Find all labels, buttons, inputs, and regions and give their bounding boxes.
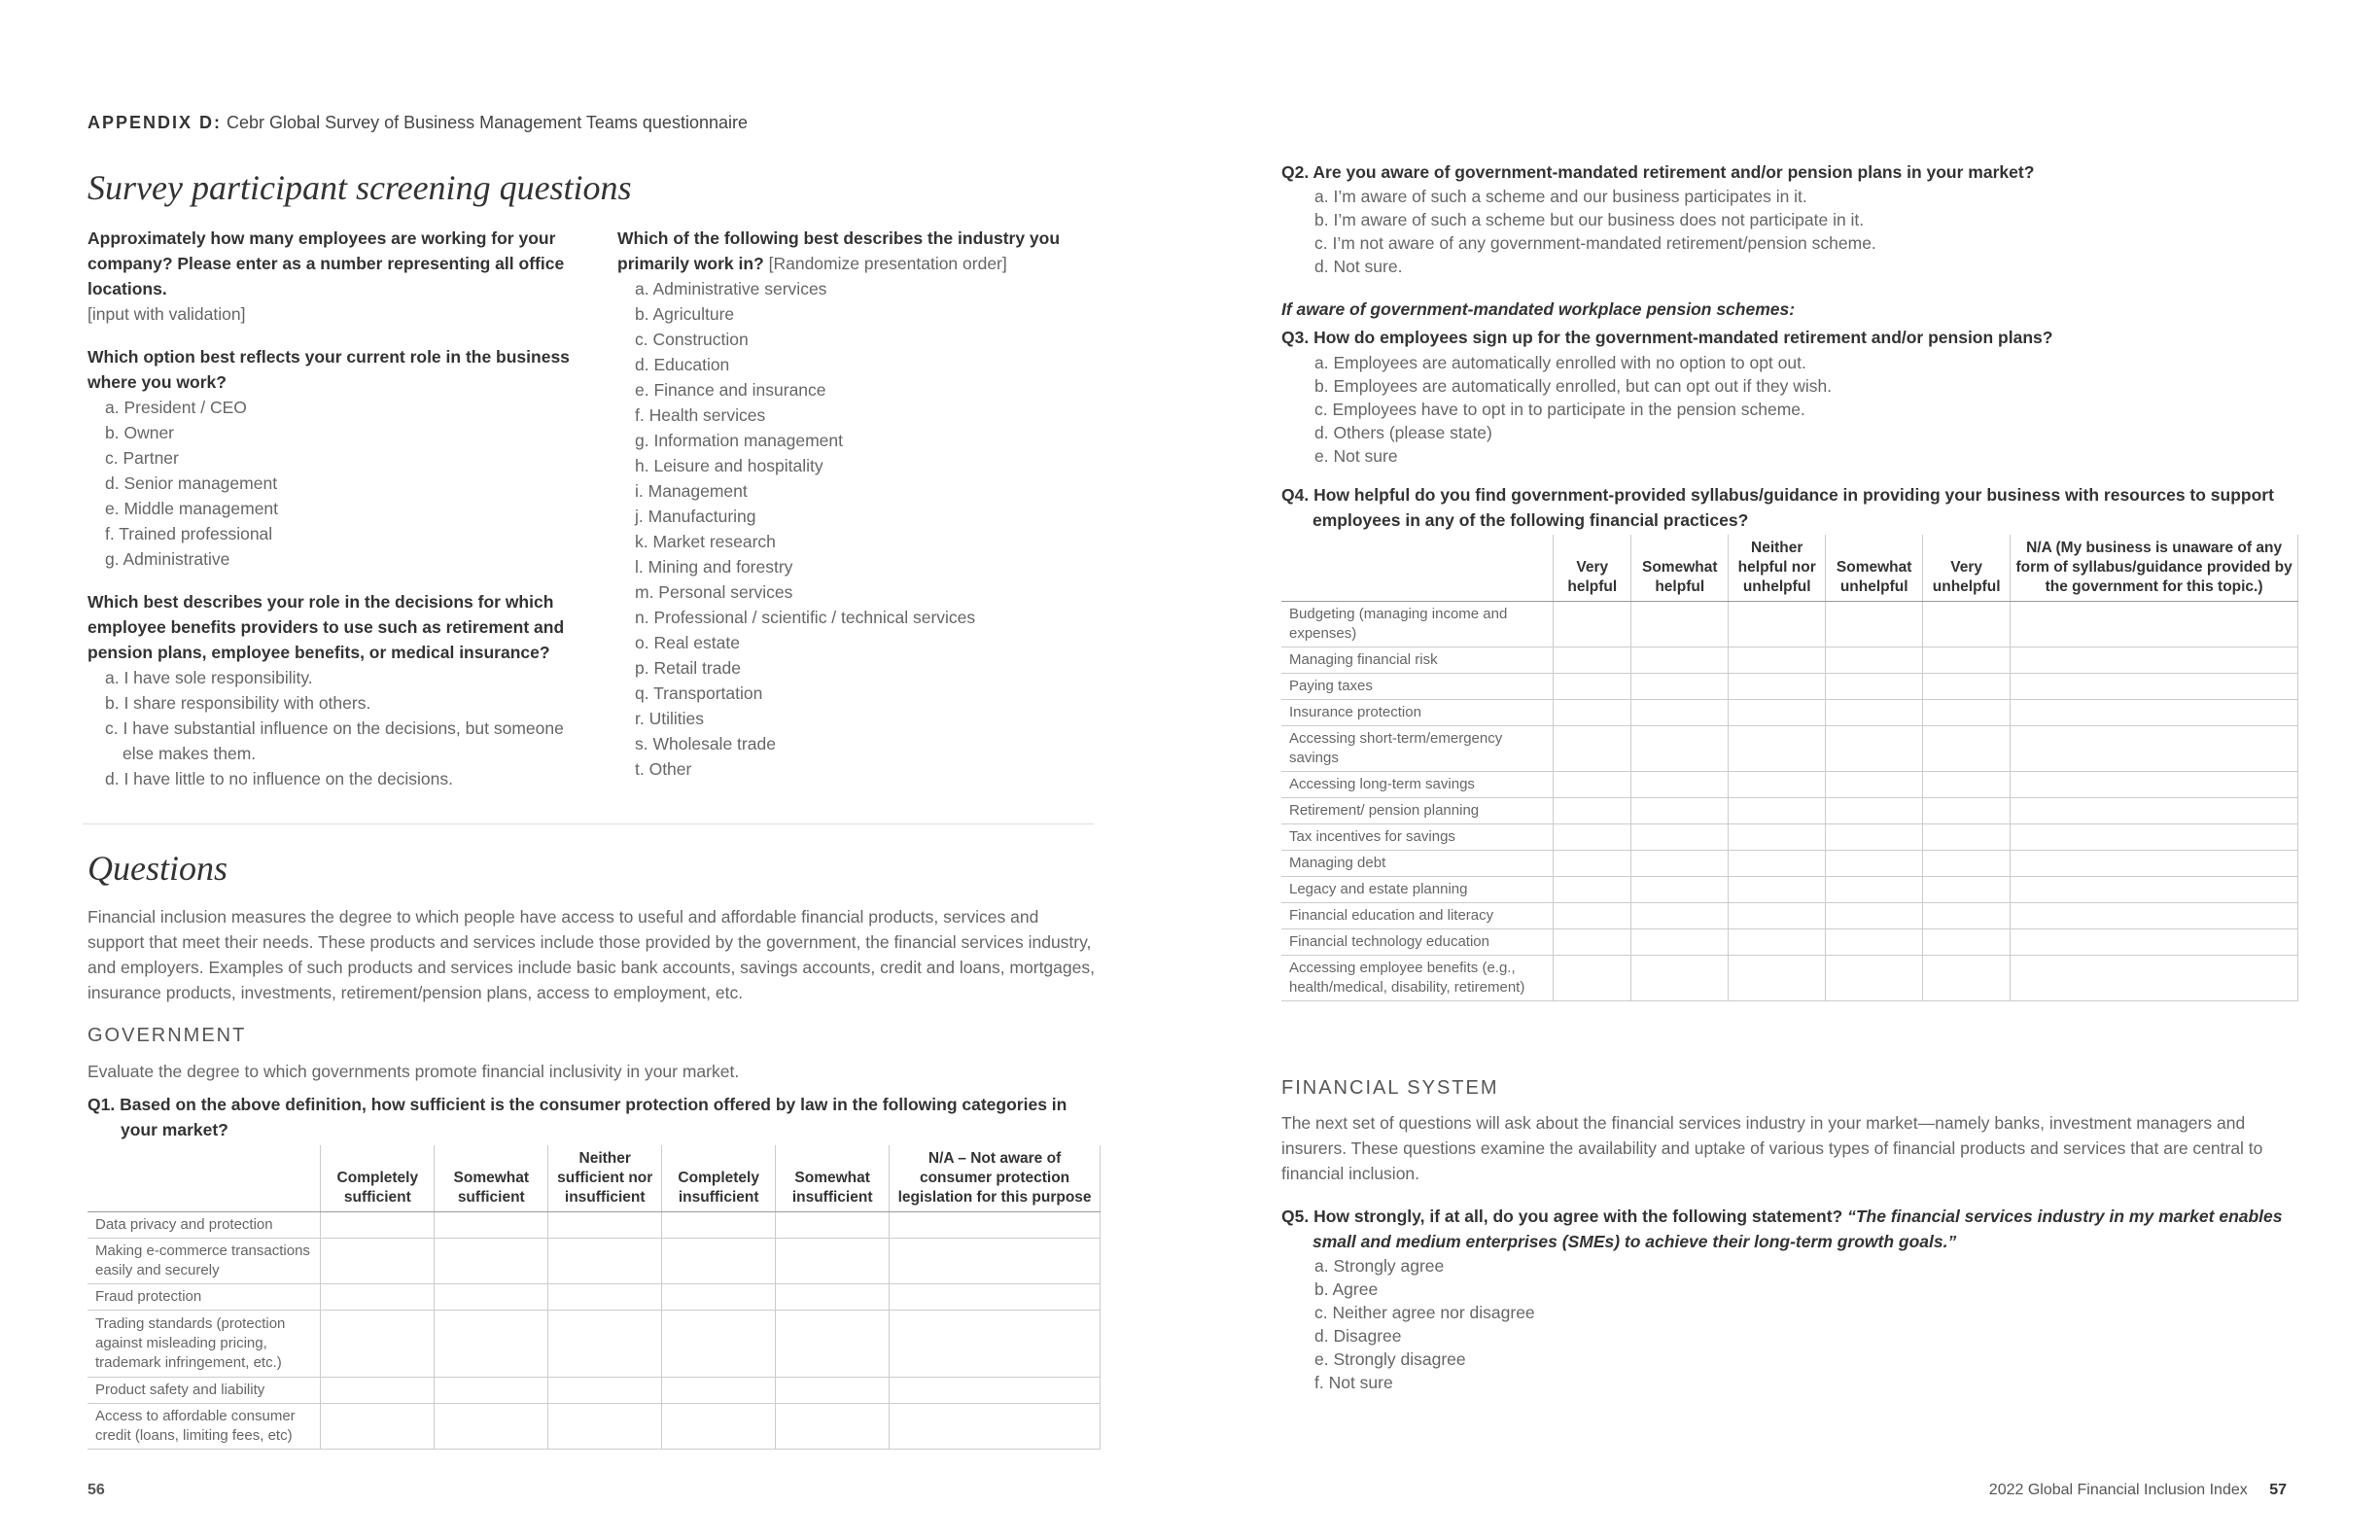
q3-condition: If aware of government-mandated workplace pension schemes: bbox=[1281, 299, 1796, 319]
response-cell[interactable] bbox=[1729, 798, 1826, 824]
response-cell[interactable] bbox=[1826, 877, 1923, 903]
q2-options bbox=[1314, 185, 2287, 278]
response-cell[interactable] bbox=[1631, 648, 1729, 674]
table-row bbox=[1281, 903, 2298, 929]
q1-table bbox=[88, 1145, 1101, 1450]
q1-col-header: Somewhat sufficient bbox=[435, 1145, 548, 1212]
q1-col-header: Somewhat insufficient bbox=[776, 1145, 890, 1212]
option: f. Health services bbox=[635, 405, 766, 425]
response-cell[interactable] bbox=[1729, 726, 1826, 772]
q-employees: Approximately how many employees are working for your company? Please enter as a number representing all office locations. bbox=[88, 228, 565, 298]
row-label: Product safety and liability bbox=[88, 1378, 321, 1404]
option: d. I have little to no influence on the decisions. bbox=[105, 769, 454, 788]
option: j. Manufacturing bbox=[635, 507, 756, 526]
row-label: Accessing long-term savings bbox=[1281, 772, 1554, 798]
response-cell[interactable] bbox=[321, 1311, 435, 1378]
response-cell[interactable] bbox=[1923, 824, 2011, 851]
option: c. I’m not aware of any government-mandated retirement/pension scheme. bbox=[1314, 233, 1876, 253]
response-cell[interactable] bbox=[2011, 903, 2298, 929]
response-cell[interactable] bbox=[1923, 700, 2011, 726]
questions-intro: Financial inclusion measures the degree to which people have access to useful and affordable financial products, services and support that meet their needs. These products and services include those provided by the government, the financial services industry, and employers. Examples of such products and services include basic bank accounts, savings accounts, credit and loans, mortgages, insurance products, investments, retirement/pension plans, access to employment, etc. bbox=[88, 907, 1095, 1002]
q1-col-header: N/A – Not aware of consumer protection legislation for this purpose bbox=[890, 1145, 1101, 1212]
option: l. Mining and forestry bbox=[635, 557, 793, 577]
q-role-options bbox=[88, 395, 574, 572]
appendix-header bbox=[88, 113, 748, 133]
response-cell[interactable] bbox=[662, 1212, 776, 1239]
option: a. Administrative services bbox=[635, 279, 827, 298]
response-cell[interactable] bbox=[321, 1239, 435, 1284]
response-cell[interactable] bbox=[2011, 851, 2298, 877]
q4-col-header: Neither helpful nor unhelpful bbox=[1729, 535, 1826, 602]
response-cell[interactable] bbox=[890, 1284, 1101, 1311]
response-cell[interactable] bbox=[1631, 772, 1729, 798]
left-page-number: 56 bbox=[88, 1482, 105, 1498]
option: b. Agriculture bbox=[635, 304, 735, 324]
q1-col-header: Completely sufficient bbox=[321, 1145, 435, 1212]
q5-question bbox=[1281, 1204, 2324, 1254]
section-divider bbox=[83, 823, 1094, 824]
q3-options bbox=[1314, 351, 2287, 468]
option: h. Leisure and hospitality bbox=[635, 456, 823, 475]
q3-question: Q3. How do employees sign up for the government-mandated retirement and/or pension plans? bbox=[1281, 328, 2053, 347]
response-cell[interactable] bbox=[321, 1378, 435, 1404]
option: g. Administrative bbox=[105, 549, 230, 569]
q4-table bbox=[1281, 535, 2298, 1001]
option: b. Agree bbox=[1314, 1279, 1379, 1299]
response-cell[interactable] bbox=[1631, 956, 1729, 1001]
option: k. Market research bbox=[635, 532, 776, 551]
response-cell[interactable] bbox=[1729, 674, 1826, 700]
response-cell[interactable] bbox=[1923, 851, 2011, 877]
table-row bbox=[1281, 956, 2298, 1001]
response-cell[interactable] bbox=[1554, 929, 1631, 956]
row-label: Managing debt bbox=[1281, 851, 1554, 877]
row-label: Making e-commerce transactions easily and securely bbox=[88, 1239, 321, 1284]
option: f. Not sure bbox=[1314, 1373, 1393, 1392]
response-cell[interactable] bbox=[662, 1311, 776, 1378]
option: a. Strongly agree bbox=[1314, 1256, 1445, 1276]
response-cell[interactable] bbox=[435, 1212, 548, 1239]
response-cell[interactable] bbox=[1826, 824, 1923, 851]
response-cell[interactable] bbox=[1826, 700, 1923, 726]
response-cell[interactable] bbox=[1554, 726, 1631, 772]
response-cell[interactable] bbox=[890, 1311, 1101, 1378]
response-cell[interactable] bbox=[548, 1311, 662, 1378]
response-cell[interactable] bbox=[1554, 798, 1631, 824]
q4-question: Q4. How helpful do you find government-provided syllabus/guidance in providing your business with resources to support employees in any of the following financial practices? bbox=[1281, 485, 2274, 530]
response-cell[interactable] bbox=[548, 1239, 662, 1284]
response-cell[interactable] bbox=[2011, 772, 2298, 798]
q5-options bbox=[1314, 1254, 2287, 1394]
response-cell[interactable] bbox=[1826, 674, 1923, 700]
row-label: Accessing employee benefits (e.g., health/medical, disability, retirement) bbox=[1281, 956, 1554, 1001]
q1-corner bbox=[88, 1145, 321, 1212]
option: b. I’m aware of such a scheme but our business does not participate in it. bbox=[1314, 210, 1865, 229]
response-cell[interactable] bbox=[2011, 798, 2298, 824]
financial-system-heading: FINANCIAL SYSTEM bbox=[1281, 1077, 1499, 1099]
q5-question-lead: Q5. How strongly, if at all, do you agree with the following statement? bbox=[1281, 1207, 1843, 1226]
option: e. Strongly disagree bbox=[1314, 1349, 1466, 1369]
table-row bbox=[1281, 851, 2298, 877]
response-cell[interactable] bbox=[1729, 851, 1826, 877]
option: a. I have sole responsibility. bbox=[105, 668, 313, 687]
option: n. Professional / scientific / technical services bbox=[635, 608, 976, 627]
response-cell[interactable] bbox=[890, 1404, 1101, 1450]
table-row bbox=[88, 1404, 1101, 1450]
option: d. Not sure. bbox=[1314, 257, 1403, 276]
option: d. Others (please state) bbox=[1314, 423, 1492, 442]
row-label: Legacy and estate planning bbox=[1281, 877, 1554, 903]
response-cell[interactable] bbox=[1826, 648, 1923, 674]
table-row bbox=[88, 1239, 1101, 1284]
response-cell[interactable] bbox=[1826, 772, 1923, 798]
response-cell[interactable] bbox=[1923, 956, 2011, 1001]
q4-body bbox=[1281, 602, 2298, 1001]
response-cell[interactable] bbox=[1729, 648, 1826, 674]
appendix-label: APPENDIX D: bbox=[88, 113, 223, 132]
response-cell[interactable] bbox=[1923, 726, 2011, 772]
response-cell[interactable] bbox=[1923, 877, 2011, 903]
response-cell[interactable] bbox=[2011, 674, 2298, 700]
response-cell[interactable] bbox=[1729, 824, 1826, 851]
response-cell[interactable] bbox=[662, 1378, 776, 1404]
table-row bbox=[88, 1284, 1101, 1311]
response-cell[interactable] bbox=[1826, 798, 1923, 824]
table-row bbox=[1281, 772, 2298, 798]
option: t. Other bbox=[635, 759, 692, 779]
option: q. Transportation bbox=[635, 683, 763, 703]
response-cell[interactable] bbox=[1554, 877, 1631, 903]
response-cell[interactable] bbox=[1631, 903, 1729, 929]
row-label: Access to affordable consumer credit (loans, limiting fees, etc) bbox=[88, 1404, 321, 1450]
q4-col-header: Somewhat helpful bbox=[1631, 535, 1729, 602]
row-label: Managing financial risk bbox=[1281, 648, 1554, 674]
q1-body bbox=[88, 1212, 1101, 1450]
response-cell[interactable] bbox=[321, 1212, 435, 1239]
row-label: Budgeting (managing income and expenses) bbox=[1281, 602, 1554, 648]
table-row bbox=[1281, 798, 2298, 824]
q5-statement: “The financial services industry in my market enables small and medium enterprises (SMEs) to achieve their long-term growth goals.” bbox=[1312, 1207, 2283, 1251]
response-cell[interactable] bbox=[321, 1404, 435, 1450]
table-row bbox=[1281, 877, 2298, 903]
response-cell[interactable] bbox=[1631, 929, 1729, 956]
q4-col-header: N/A (My business is unaware of any form of syllabus/guidance provided by the government for this topic.) bbox=[2011, 535, 2298, 602]
row-label: Retirement/ pension planning bbox=[1281, 798, 1554, 824]
response-cell[interactable] bbox=[1923, 929, 2011, 956]
response-cell[interactable] bbox=[1923, 674, 2011, 700]
response-cell[interactable] bbox=[435, 1284, 548, 1311]
row-label: Data privacy and protection bbox=[88, 1212, 321, 1239]
response-cell[interactable] bbox=[1923, 772, 2011, 798]
response-cell[interactable] bbox=[1554, 602, 1631, 648]
response-cell[interactable] bbox=[1554, 648, 1631, 674]
option: b. Owner bbox=[105, 423, 174, 442]
response-cell[interactable] bbox=[1729, 956, 1826, 1001]
option: p. Retail trade bbox=[635, 658, 741, 678]
response-cell[interactable] bbox=[1631, 674, 1729, 700]
option: f. Trained professional bbox=[105, 524, 273, 543]
response-cell[interactable] bbox=[662, 1284, 776, 1311]
government-heading: GOVERNMENT bbox=[88, 1025, 247, 1046]
response-cell[interactable] bbox=[1729, 700, 1826, 726]
response-cell[interactable] bbox=[776, 1311, 890, 1378]
response-cell[interactable] bbox=[548, 1378, 662, 1404]
response-cell[interactable] bbox=[1826, 956, 1923, 1001]
table-row bbox=[1281, 674, 2298, 700]
q4-col-header: Somewhat unhelpful bbox=[1826, 535, 1923, 602]
q1-col-header: Completely insufficient bbox=[662, 1145, 776, 1212]
response-cell[interactable] bbox=[1554, 956, 1631, 1001]
response-cell[interactable] bbox=[2011, 929, 2298, 956]
response-cell[interactable] bbox=[1923, 648, 2011, 674]
financial-system-intro: The next set of questions will ask about the financial services industry in your market—namely banks, investment managers and insurers. These questions examine the availability and uptake of various types of financial products and services that are central to financial inclusion. bbox=[1281, 1113, 2263, 1183]
option: a. I’m aware of such a scheme and our business participates in it. bbox=[1314, 187, 1807, 206]
response-cell[interactable] bbox=[1826, 602, 1923, 648]
response-cell[interactable] bbox=[1554, 824, 1631, 851]
response-cell[interactable] bbox=[548, 1212, 662, 1239]
appendix-title: Cebr Global Survey of Business Management Teams questionnaire bbox=[227, 113, 748, 132]
q-decisions: Which best describes your role in the decisions for which employee benefits providers to use such as retirement and pension plans, employee benefits, or medical insurance? bbox=[88, 592, 565, 662]
response-cell[interactable] bbox=[1631, 851, 1729, 877]
screening-left-column bbox=[88, 226, 574, 791]
q-industry bbox=[617, 226, 1084, 276]
row-label: Financial technology education bbox=[1281, 929, 1554, 956]
response-cell[interactable] bbox=[435, 1404, 548, 1450]
response-cell[interactable] bbox=[2011, 824, 2298, 851]
option: s. Wholesale trade bbox=[635, 734, 776, 753]
response-cell[interactable] bbox=[1729, 903, 1826, 929]
q2-question: Q2. Are you aware of government-mandated retirement and/or pension plans in your market? bbox=[1281, 162, 2035, 182]
response-cell[interactable] bbox=[1729, 877, 1826, 903]
table-row bbox=[1281, 648, 2298, 674]
response-cell[interactable] bbox=[1554, 700, 1631, 726]
q4-col-header: Very unhelpful bbox=[1923, 535, 2011, 602]
option: c. Employees have to opt in to participate in the pension scheme. bbox=[1314, 400, 1805, 419]
response-cell[interactable] bbox=[1554, 903, 1631, 929]
response-cell[interactable] bbox=[1826, 903, 1923, 929]
option: c. I have substantial influence on the decisions, but someone else makes them. bbox=[105, 718, 564, 763]
response-cell[interactable] bbox=[1554, 851, 1631, 877]
table-row bbox=[1281, 726, 2298, 772]
row-label: Paying taxes bbox=[1281, 674, 1554, 700]
response-cell[interactable] bbox=[1729, 929, 1826, 956]
q1-question: Q1. Based on the above definition, how sufficient is the consumer protection offered by law in the following categories in your market? bbox=[88, 1095, 1068, 1139]
response-cell[interactable] bbox=[435, 1311, 548, 1378]
row-label: Insurance protection bbox=[1281, 700, 1554, 726]
response-cell[interactable] bbox=[548, 1284, 662, 1311]
response-cell[interactable] bbox=[548, 1404, 662, 1450]
row-label: Tax incentives for savings bbox=[1281, 824, 1554, 851]
response-cell[interactable] bbox=[662, 1404, 776, 1450]
option: e. Middle management bbox=[105, 499, 279, 518]
option: d. Senior management bbox=[105, 473, 278, 493]
right-page-number: 57 bbox=[2269, 1482, 2287, 1498]
option: c. Partner bbox=[105, 448, 179, 468]
q-industry-options bbox=[617, 276, 1084, 782]
q1-col-header: Neither sufficient nor insufficient bbox=[548, 1145, 662, 1212]
table-row bbox=[1281, 602, 2298, 648]
row-label: Fraud protection bbox=[88, 1284, 321, 1311]
option: g. Information management bbox=[635, 431, 844, 450]
response-cell[interactable] bbox=[2011, 602, 2298, 648]
response-cell[interactable] bbox=[2011, 700, 2298, 726]
q-industry-question: Which of the following best describes the industry you primarily work in? bbox=[617, 228, 1061, 273]
response-cell[interactable] bbox=[1729, 772, 1826, 798]
table-row bbox=[1281, 929, 2298, 956]
option: c. Neither agree nor disagree bbox=[1314, 1303, 1535, 1322]
response-cell[interactable] bbox=[2011, 877, 2298, 903]
response-cell[interactable] bbox=[890, 1239, 1101, 1284]
response-cell[interactable] bbox=[1631, 700, 1729, 726]
publication-title: 2022 Global Financial Inclusion Index bbox=[1988, 1482, 2248, 1498]
table-row bbox=[88, 1212, 1101, 1239]
option: e. Finance and insurance bbox=[635, 380, 826, 400]
option: o. Real estate bbox=[635, 633, 740, 652]
response-cell[interactable] bbox=[1554, 674, 1631, 700]
response-cell[interactable] bbox=[776, 1378, 890, 1404]
questions-title: Questions bbox=[88, 849, 228, 888]
response-cell[interactable] bbox=[435, 1239, 548, 1284]
response-cell[interactable] bbox=[1631, 798, 1729, 824]
q4-corner bbox=[1281, 535, 1554, 602]
option: d. Disagree bbox=[1314, 1326, 1402, 1346]
response-cell[interactable] bbox=[2011, 648, 2298, 674]
option: b. Employees are automatically enrolled, but can opt out if they wish. bbox=[1314, 376, 1833, 396]
response-cell[interactable] bbox=[1826, 726, 1923, 772]
response-cell[interactable] bbox=[321, 1284, 435, 1311]
table-row bbox=[88, 1311, 1101, 1378]
response-cell[interactable] bbox=[2011, 726, 2298, 772]
right-footer bbox=[1989, 1482, 2287, 1499]
response-cell[interactable] bbox=[1631, 877, 1729, 903]
q4-header-row bbox=[1281, 535, 2298, 602]
government-intro: Evaluate the degree to which governments promote financial inclusivity in your market. bbox=[88, 1062, 740, 1081]
row-label: Financial education and literacy bbox=[1281, 903, 1554, 929]
response-cell[interactable] bbox=[776, 1284, 890, 1311]
row-label: Accessing short-term/emergency savings bbox=[1281, 726, 1554, 772]
option: a. President / CEO bbox=[105, 398, 247, 417]
row-label: Trading standards (protection against misleading pricing, trademark infringement, etc.) bbox=[88, 1311, 321, 1378]
screening-title: Survey participant screening questions bbox=[88, 168, 632, 207]
response-cell[interactable] bbox=[776, 1239, 890, 1284]
q1-header-row bbox=[88, 1145, 1101, 1212]
response-cell[interactable] bbox=[1826, 851, 1923, 877]
response-cell[interactable] bbox=[662, 1239, 776, 1284]
q4-col-header: Very helpful bbox=[1554, 535, 1631, 602]
q-decisions-options bbox=[88, 665, 572, 791]
option: r. Utilities bbox=[635, 709, 704, 728]
response-cell[interactable] bbox=[1554, 772, 1631, 798]
response-cell[interactable] bbox=[1923, 602, 2011, 648]
response-cell[interactable] bbox=[890, 1378, 1101, 1404]
q-employees-note: [input with validation] bbox=[88, 304, 246, 324]
option: b. I share responsibility with others. bbox=[105, 693, 371, 713]
response-cell[interactable] bbox=[776, 1404, 890, 1450]
option: m. Personal services bbox=[635, 582, 793, 602]
response-cell[interactable] bbox=[1631, 602, 1729, 648]
option: c. Construction bbox=[635, 330, 749, 349]
table-row bbox=[88, 1378, 1101, 1404]
response-cell[interactable] bbox=[1631, 726, 1729, 772]
q-industry-note: [Randomize presentation order] bbox=[768, 254, 1007, 273]
response-cell[interactable] bbox=[1729, 602, 1826, 648]
response-cell[interactable] bbox=[776, 1212, 890, 1239]
table-row bbox=[1281, 700, 2298, 726]
response-cell[interactable] bbox=[1631, 824, 1729, 851]
option: d. Education bbox=[635, 355, 730, 374]
screening-right-column bbox=[617, 226, 1084, 782]
q-role: Which option best reflects your current role in the business where you work? bbox=[88, 347, 570, 392]
option: i. Management bbox=[635, 481, 748, 501]
response-cell[interactable] bbox=[1826, 929, 1923, 956]
option: e. Not sure bbox=[1314, 446, 1398, 466]
response-cell[interactable] bbox=[435, 1378, 548, 1404]
response-cell[interactable] bbox=[1923, 903, 2011, 929]
response-cell[interactable] bbox=[2011, 956, 2298, 1001]
response-cell[interactable] bbox=[1923, 798, 2011, 824]
response-cell[interactable] bbox=[890, 1212, 1101, 1239]
option: a. Employees are automatically enrolled with no option to opt out. bbox=[1314, 353, 1806, 372]
table-row bbox=[1281, 824, 2298, 851]
